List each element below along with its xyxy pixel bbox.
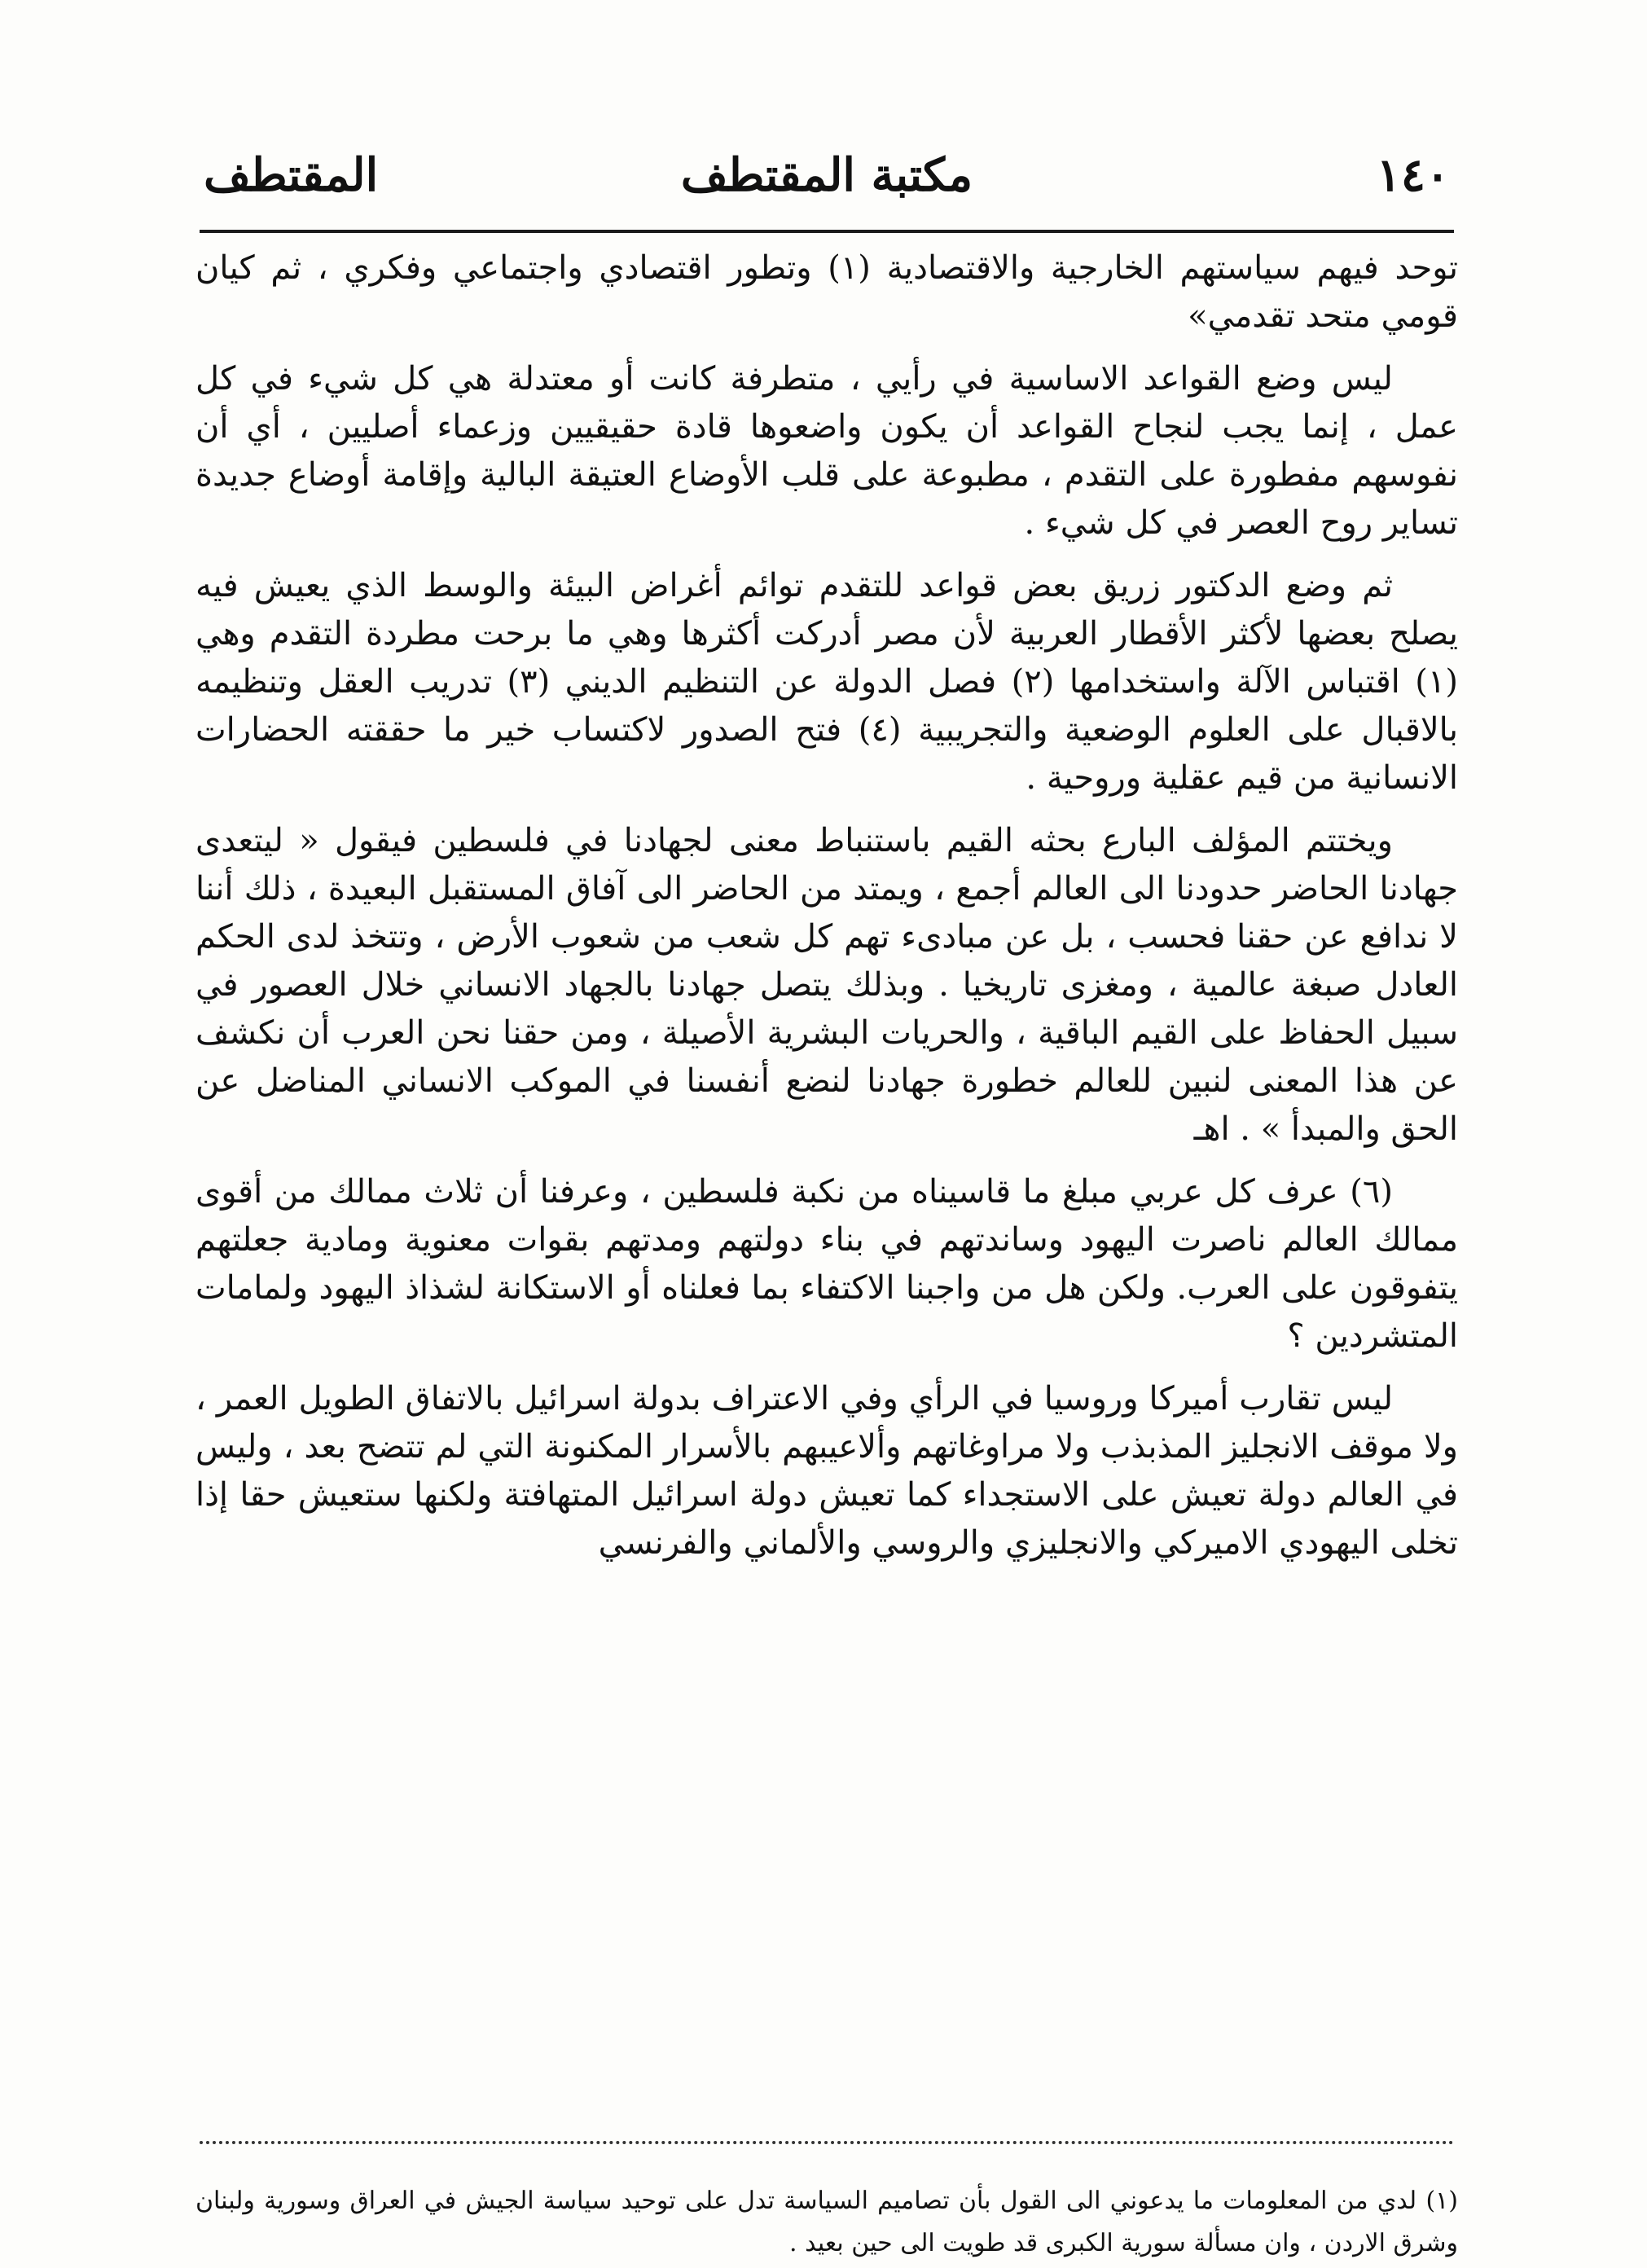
paragraph: ليس تقارب أميركا وروسيا في الرأي وفي الاعتراف بدولة اسرائيل بالاتفاق الطويل العمر ، ولا موقف الانجليز المذبذب ولا مراوغاتهم وألاعيبهم بالأسرار المكنونة التي لم تتضح بعد ، وليس في العالم دولة تعيش على الاستجداء كما تعيش دولة اسرائيل المتهافتة ولكنها ستعيش حقا إذا تخلى اليهودي الاميركي والانجليزي والروسي والألماني والفرنسي <box>195 1380 1458 1562</box>
paragraph: ليس وضع القواعد الاساسية في رأيي ، متطرفة كانت أو معتدلة هي كل شيء في كل عمل ، إنما يجب لنجاح القواعد أن يكون واضعوها قادة حقيقيين وزعماء أصليين ، أي أن نفوسهم مفطورة على التقدم ، مطبوعة على قلب الأوضاع العتيقة البالية وإقامة أوضاع جديدة تساير روح العصر في كل شيء . <box>195 360 1459 542</box>
footnote-separator <box>200 2141 1454 2144</box>
journal-name: المقتطف <box>204 148 379 202</box>
body-text <box>195 244 1458 2118</box>
paragraph: ثم وضع الدكتور زريق بعض قواعد للتقدم توائم أغراض البيئة والوسط الذي يعيش فيه يصلح بعضها لأكثر الأقطار العربية لأن مصر أدركت أكثرها وهي ما برحت مطردة التقدم وهي (١) اقتباس الآلة واستخدامها (٢) فصل الدولة عن التنظيم الديني (٣) تدريب العقل وتنظيمه بالاقبال على العلوم الوضعية والتجريبية (٤) فتح الصدور لاكتساب خير ما حققته الحضارات الانسانية من قيم عقلية وروحية . <box>195 567 1459 797</box>
footnote: (١) لدي من المعلومات ما يدعوني الى القول بأن تصاميم السياسة تدل على توحيد سياسة الجيش في العراق وسورية ولبنان وشرق الاردن ، وان مسألة سورية الكبرى قد طويت الى حين بعيد . <box>195 2187 1458 2257</box>
paragraph: (٦) عرف كل عربي مبلغ ما قاسيناه من نكبة فلسطين ، وعرفنا أن ثلاث ممالك من أقوى ممالك العالم ناصرت اليهود وساندتهم في بناء دولتهم ومدتهم بقوات معنوية ومادية جعلتهم يتفوقون على العرب. ولكن هل من واجبنا الاكتفاء بما فعلناه أو الاستكانة لشذاذ اليهود ولمامات المتشردين ؟ <box>195 1173 1458 1355</box>
paragraph-continuation: توحد فيهم سياستهم الخارجية والاقتصادية (١) وتطور اقتصادي واجتماعي وفكري ، ثم كيان قومي متحد تقدمي» <box>195 249 1458 335</box>
page-header <box>204 138 1450 212</box>
page-number: ١٤٠ <box>1376 148 1450 202</box>
paragraph: ويختتم المؤلف البارع بحثه القيم باستنباط معنى لجهادنا في فلسطين فيقول « ليتعدى جهادنا الحاضر حدودنا الى العالم أجمع ، ويمتد من الحاضر الى آفاق المستقبل البعيدة ، ذلك أننا لا ندافع عن حقنا فحسب ، بل عن مبادىء تهم كل شعب من شعوب الأرض ، وتتخذ لدى الحكم العادل صبغة عالمية ، ومغزى تاريخيا . وبذلك يتصل جهادنا بالجهاد الانساني خلال العصور في سبيل الحفاظ على القيم الباقية ، والحريات البشرية الأصيلة ، ومن حقنا نحن العرب أن نكشف عن هذا المعنى لنبين للعالم خطورة جهادنا لنضع أنفسنا في الموكب الانساني المناضل عن الحق والمبدأ » . اهـ <box>195 822 1458 1148</box>
running-title: مكتبة المقتطف <box>680 148 973 202</box>
header-rule <box>200 230 1454 233</box>
